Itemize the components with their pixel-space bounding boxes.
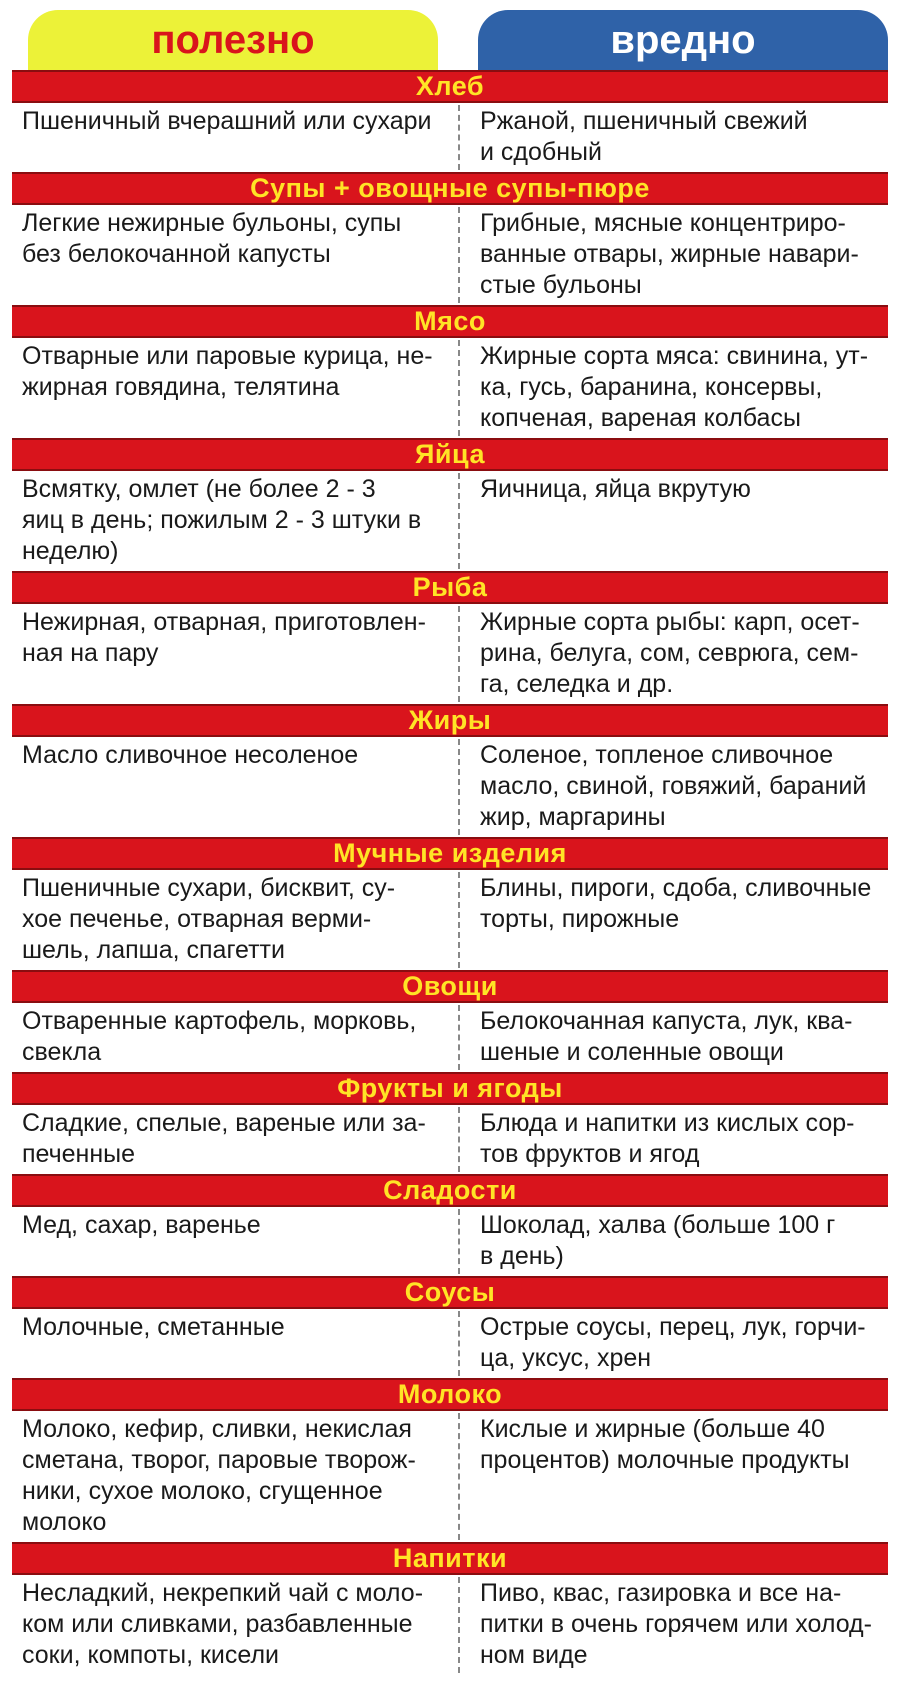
healthy-cell: [12, 1411, 460, 1542]
cell-line: свекла: [22, 1038, 102, 1066]
cell-line: ка, гусь, баранина, консервы,: [480, 373, 823, 401]
section-title: Мясо: [12, 305, 888, 338]
harmful-cell: [460, 205, 888, 305]
column-divider: [458, 1311, 460, 1376]
cell-line: соки, компоты, кисели: [22, 1641, 280, 1669]
cell-line: ца, уксус, хрен: [480, 1344, 652, 1372]
cell-line: масло, свиной, говяжий, бараний: [480, 772, 867, 800]
harmful-cell: [460, 737, 888, 837]
cell-line: Мед, сахар, варенье: [22, 1211, 261, 1239]
section-row: [12, 870, 888, 970]
section-title: Овощи: [12, 970, 888, 1003]
section-title: Молоко: [12, 1378, 888, 1411]
section-row: [12, 1411, 888, 1542]
cell-line: Пшеничный вчерашний или сухари: [22, 107, 432, 135]
section-1: [12, 172, 888, 305]
cell-line: и сдобный: [480, 138, 602, 166]
section-4: [12, 571, 888, 704]
cell-line: жир, маргарины: [480, 803, 666, 831]
section-12: [12, 1542, 888, 1675]
column-headers: [0, 0, 900, 70]
section-row: [12, 205, 888, 305]
cell-line: Нежирная, отварная, приготовлен-: [22, 608, 426, 636]
cell-line: копченая, вареная колбасы: [480, 404, 801, 432]
column-divider: [458, 739, 460, 835]
cell-line: рина, белуга, сом, севрюга, сем-: [480, 639, 859, 667]
cell-line: Острые соусы, перец, лук, горчи-: [480, 1313, 866, 1341]
column-divider: [458, 473, 460, 569]
column-divider: [458, 872, 460, 968]
cell-line: торты, пирожные: [480, 905, 680, 933]
section-row: [12, 1575, 888, 1675]
section-title: Фрукты и ягоды: [12, 1072, 888, 1105]
column-divider: [458, 1413, 460, 1540]
cell-line: Белокочанная капуста, лук, ква-: [480, 1007, 853, 1035]
cell-line: молоко: [22, 1508, 107, 1536]
header-healthy: полезно: [28, 10, 438, 70]
section-title: Напитки: [12, 1542, 888, 1575]
section-row: [12, 103, 888, 172]
section-11: [12, 1378, 888, 1542]
harmful-cell: [460, 1411, 888, 1542]
section-title: Соусы: [12, 1276, 888, 1309]
column-divider: [458, 1577, 460, 1673]
column-divider: [458, 105, 460, 170]
cell-line: Отваренные картофель, морковь,: [22, 1007, 417, 1035]
healthy-cell: [12, 338, 460, 438]
cell-line: шеные и соленные овощи: [480, 1038, 784, 1066]
cell-line: Блюда и напитки из кислых сор-: [480, 1109, 855, 1137]
healthy-cell: [12, 103, 460, 172]
cell-line: Пшеничные сухари, бисквит, су-: [22, 874, 396, 902]
cell-line: стые бульоны: [480, 271, 642, 299]
harmful-cell: [460, 1575, 888, 1675]
section-5: [12, 704, 888, 837]
section-title: Мучные изделия: [12, 837, 888, 870]
section-title: Рыба: [12, 571, 888, 604]
column-divider: [458, 1005, 460, 1070]
food-table: [12, 70, 888, 1675]
section-9: [12, 1174, 888, 1276]
cell-line: га, селедка и др.: [480, 670, 674, 698]
cell-line: Несладкий, некрепкий чай с моло-: [22, 1579, 424, 1607]
cell-line: ном виде: [480, 1641, 588, 1669]
section-6: [12, 837, 888, 970]
cell-line: Легкие нежирные бульоны, супы: [22, 209, 402, 237]
cell-line: Сладкие, спелые, вареные или за-: [22, 1109, 426, 1137]
column-divider: [458, 340, 460, 436]
cell-line: яиц в день; пожилым 2 - 3 штуки в: [22, 506, 422, 534]
cell-line: Отварные или паровые курица, не-: [22, 342, 433, 370]
cell-line: Шоколад, халва (больше 100 г: [480, 1211, 836, 1239]
healthy-cell: [12, 870, 460, 970]
section-8: [12, 1072, 888, 1174]
section-title: Яйца: [12, 438, 888, 471]
cell-line: Соленое, топленое сливочное: [480, 741, 834, 769]
section-row: [12, 1207, 888, 1276]
healthy-cell: [12, 1309, 460, 1378]
healthy-cell: [12, 737, 460, 837]
section-row: [12, 338, 888, 438]
harmful-cell: [460, 1105, 888, 1174]
cell-line: ники, сухое молоко, сгущенное: [22, 1477, 383, 1505]
section-2: [12, 305, 888, 438]
column-divider: [458, 207, 460, 303]
healthy-cell: [12, 1575, 460, 1675]
section-row: [12, 1309, 888, 1378]
cell-line: Пиво, квас, газировка и все на-: [480, 1579, 842, 1607]
healthy-cell: [12, 471, 460, 571]
healthy-cell: [12, 1105, 460, 1174]
healthy-cell: [12, 1207, 460, 1276]
section-row: [12, 604, 888, 704]
harmful-cell: [460, 870, 888, 970]
healthy-cell: [12, 205, 460, 305]
section-title: Сладости: [12, 1174, 888, 1207]
cell-line: ная на пару: [22, 639, 159, 667]
harmful-cell: [460, 1003, 888, 1072]
cell-line: Молоко, кефир, сливки, некислая: [22, 1415, 412, 1443]
cell-line: питки в очень горячем или холод-: [480, 1610, 872, 1638]
column-divider: [458, 1107, 460, 1172]
column-divider: [458, 1209, 460, 1274]
healthy-cell: [12, 604, 460, 704]
section-title: Жиры: [12, 704, 888, 737]
harmful-cell: [460, 338, 888, 438]
cell-line: ком или сливками, разбавленные: [22, 1610, 413, 1638]
cell-line: Жирные сорта мяса: свинина, ут-: [480, 342, 869, 370]
section-7: [12, 970, 888, 1072]
cell-line: Блины, пироги, сдоба, сливочные: [480, 874, 872, 902]
cell-line: в день): [480, 1242, 564, 1270]
cell-line: Кислые и жирные (больше 40: [480, 1415, 825, 1443]
cell-line: тов фруктов и ягод: [480, 1140, 700, 1168]
section-row: [12, 471, 888, 571]
harmful-cell: [460, 604, 888, 704]
section-title: Хлеб: [12, 70, 888, 103]
cell-line: хое печенье, отварная верми-: [22, 905, 372, 933]
section-row: [12, 1105, 888, 1174]
harmful-cell: [460, 1309, 888, 1378]
healthy-cell: [12, 1003, 460, 1072]
cell-line: Молочные, сметанные: [22, 1313, 285, 1341]
cell-line: Ржаной, пшеничный свежий: [480, 107, 808, 135]
harmful-cell: [460, 1207, 888, 1276]
cell-line: Всмятку, омлет (не более 2 - 3: [22, 475, 376, 503]
header-harmful: вредно: [478, 10, 888, 70]
section-3: [12, 438, 888, 571]
section-10: [12, 1276, 888, 1378]
cell-line: Грибные, мясные концентриро-: [480, 209, 846, 237]
cell-line: шель, лапша, спагетти: [22, 936, 285, 964]
harmful-cell: [460, 471, 888, 571]
cell-line: жирная говядина, телятина: [22, 373, 340, 401]
cell-line: Жирные сорта рыбы: карп, осет-: [480, 608, 860, 636]
cell-line: Масло сливочное несоленое: [22, 741, 359, 769]
section-title: Супы + овощные супы-пюре: [12, 172, 888, 205]
cell-line: без белокочанной капусты: [22, 240, 331, 268]
harmful-cell: [460, 103, 888, 172]
cell-line: ванные отвары, жирные навари-: [480, 240, 859, 268]
cell-line: неделю): [22, 537, 119, 565]
cell-line: сметана, творог, паровые творож-: [22, 1446, 416, 1474]
section-row: [12, 737, 888, 837]
section-row: [12, 1003, 888, 1072]
cell-line: печенные: [22, 1140, 136, 1168]
column-divider: [458, 606, 460, 702]
cell-line: процентов) молочные продукты: [480, 1446, 850, 1474]
cell-line: Яичница, яйца вкрутую: [480, 475, 751, 503]
section-0: [12, 70, 888, 172]
